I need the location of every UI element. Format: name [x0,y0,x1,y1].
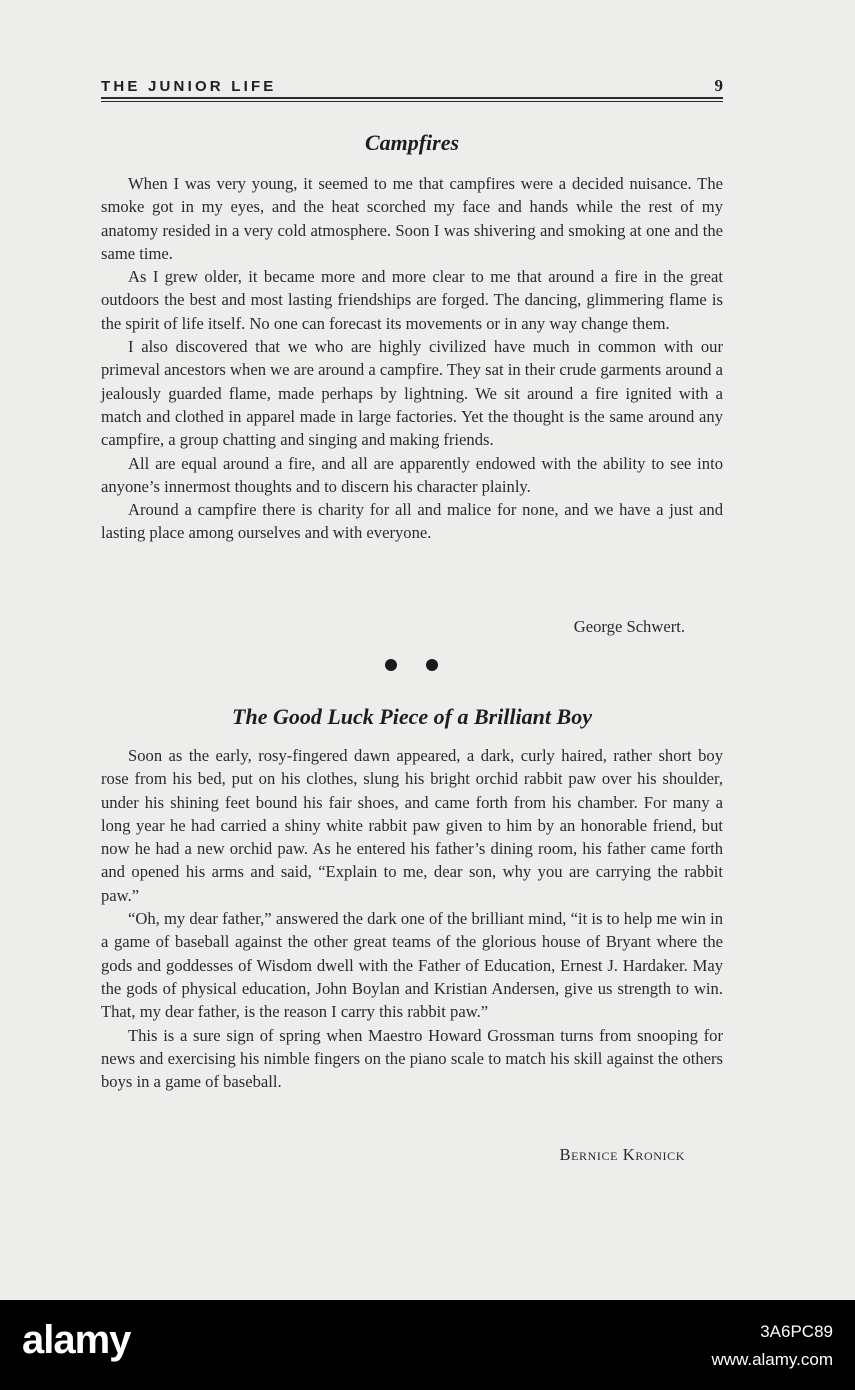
page-number: 9 [714,76,723,95]
paragraph: Soon as the early, rosy-fingered dawn appeared, a dark, curly haired, rather short boy rose from his bed, put on his clothes, slung his bright orchid rabbit paw over his shoulder, under his shining feet bound his fair shoes, and came forth from his chamber. For many a long year he had carried a shiny white rabbit paw given to him by an honorable friend, but now he had a new orchid paw. As he entered his father’s dining room, his father came forth and opened his arms and said, “Explain to me, dear son, why you are carrying the rabbit paw.” [101,746,723,905]
article-title-good-luck: The Good Luck Piece of a Brilliant Boy [232,704,592,729]
paragraph: I also discovered that we who are highly civilized have much in common with our primeval ancestors when we are around a campfire. They sat in their crude garments around a jealously guarded flame, made perhaps by lightning. We sit around a fire ignited with a match and clothed in apparel made in large factories. Yet the thought is the same around any campfire, a group chatting and singing and making friends. [101,337,723,450]
author-signature: Bernice Kronick [559,1145,685,1164]
author-signature: George Schwert. [573,617,685,636]
article-title-campfires: Campfires [364,130,460,155]
image-id: 3A6PC89 [760,1322,833,1341]
paragraph: Around a campfire there is charity for all and malice for none, and we have a just and lasting place among ourselves and with everyone. [101,500,723,543]
paragraph: All are equal around a fire, and all are apparently endowed with the ability to see into anyone’s innermost thoughts and to discern his character plainly. [101,453,723,496]
brand-logo: alamy [22,1318,131,1362]
paragraph: “Oh, my dear father,” answered the dark one of the brilliant mind, “it is to help me win in a game of baseball against the other great teams of the glorious house of Bryant where the gods and goddesses of Wisdom dwell with the Father of Education, Ernest J. Hardaker. May the gods of physical education, John Boylan and Kristian Andersen, give us strength to win. That, my dear father, is the reason I carry this rabbit paw.” [101,909,723,1022]
paragraph: This is a sure sign of spring when Maestro Howard Grossman turns from snooping for news and exercising his nimble fingers on the piano scale to match his skill against the others boys in a game of baseball. [101,1025,723,1092]
section-divider-dot [385,659,397,671]
header-rule-thick [101,97,723,99]
paragraph: When I was very young, it seemed to me that campfires were a decided nuisance. The smoke got in my eyes, and the heat scorched my face and hands while the rest of my anatomy resided in a very cold atmosphere. Soon I was shivering and smoking at one and the same time. [101,174,723,263]
article-body-good-luck [101,744,723,1093]
article-body-campfires [101,172,723,545]
running-title: THE JUNIOR LIFE [101,78,277,95]
section-divider-dot [426,659,438,671]
running-header [101,76,723,96]
site-url: www.alamy.com [711,1350,833,1369]
paragraph: As I grew older, it became more and more clear to me that around a fire in the great outdoors the best and most lasting friendships are forged. The dancing, glimmering flame is the spirit of life itself. No one can forecast its movements or in any way change them. [101,267,723,333]
header-rule-thin [101,101,723,102]
